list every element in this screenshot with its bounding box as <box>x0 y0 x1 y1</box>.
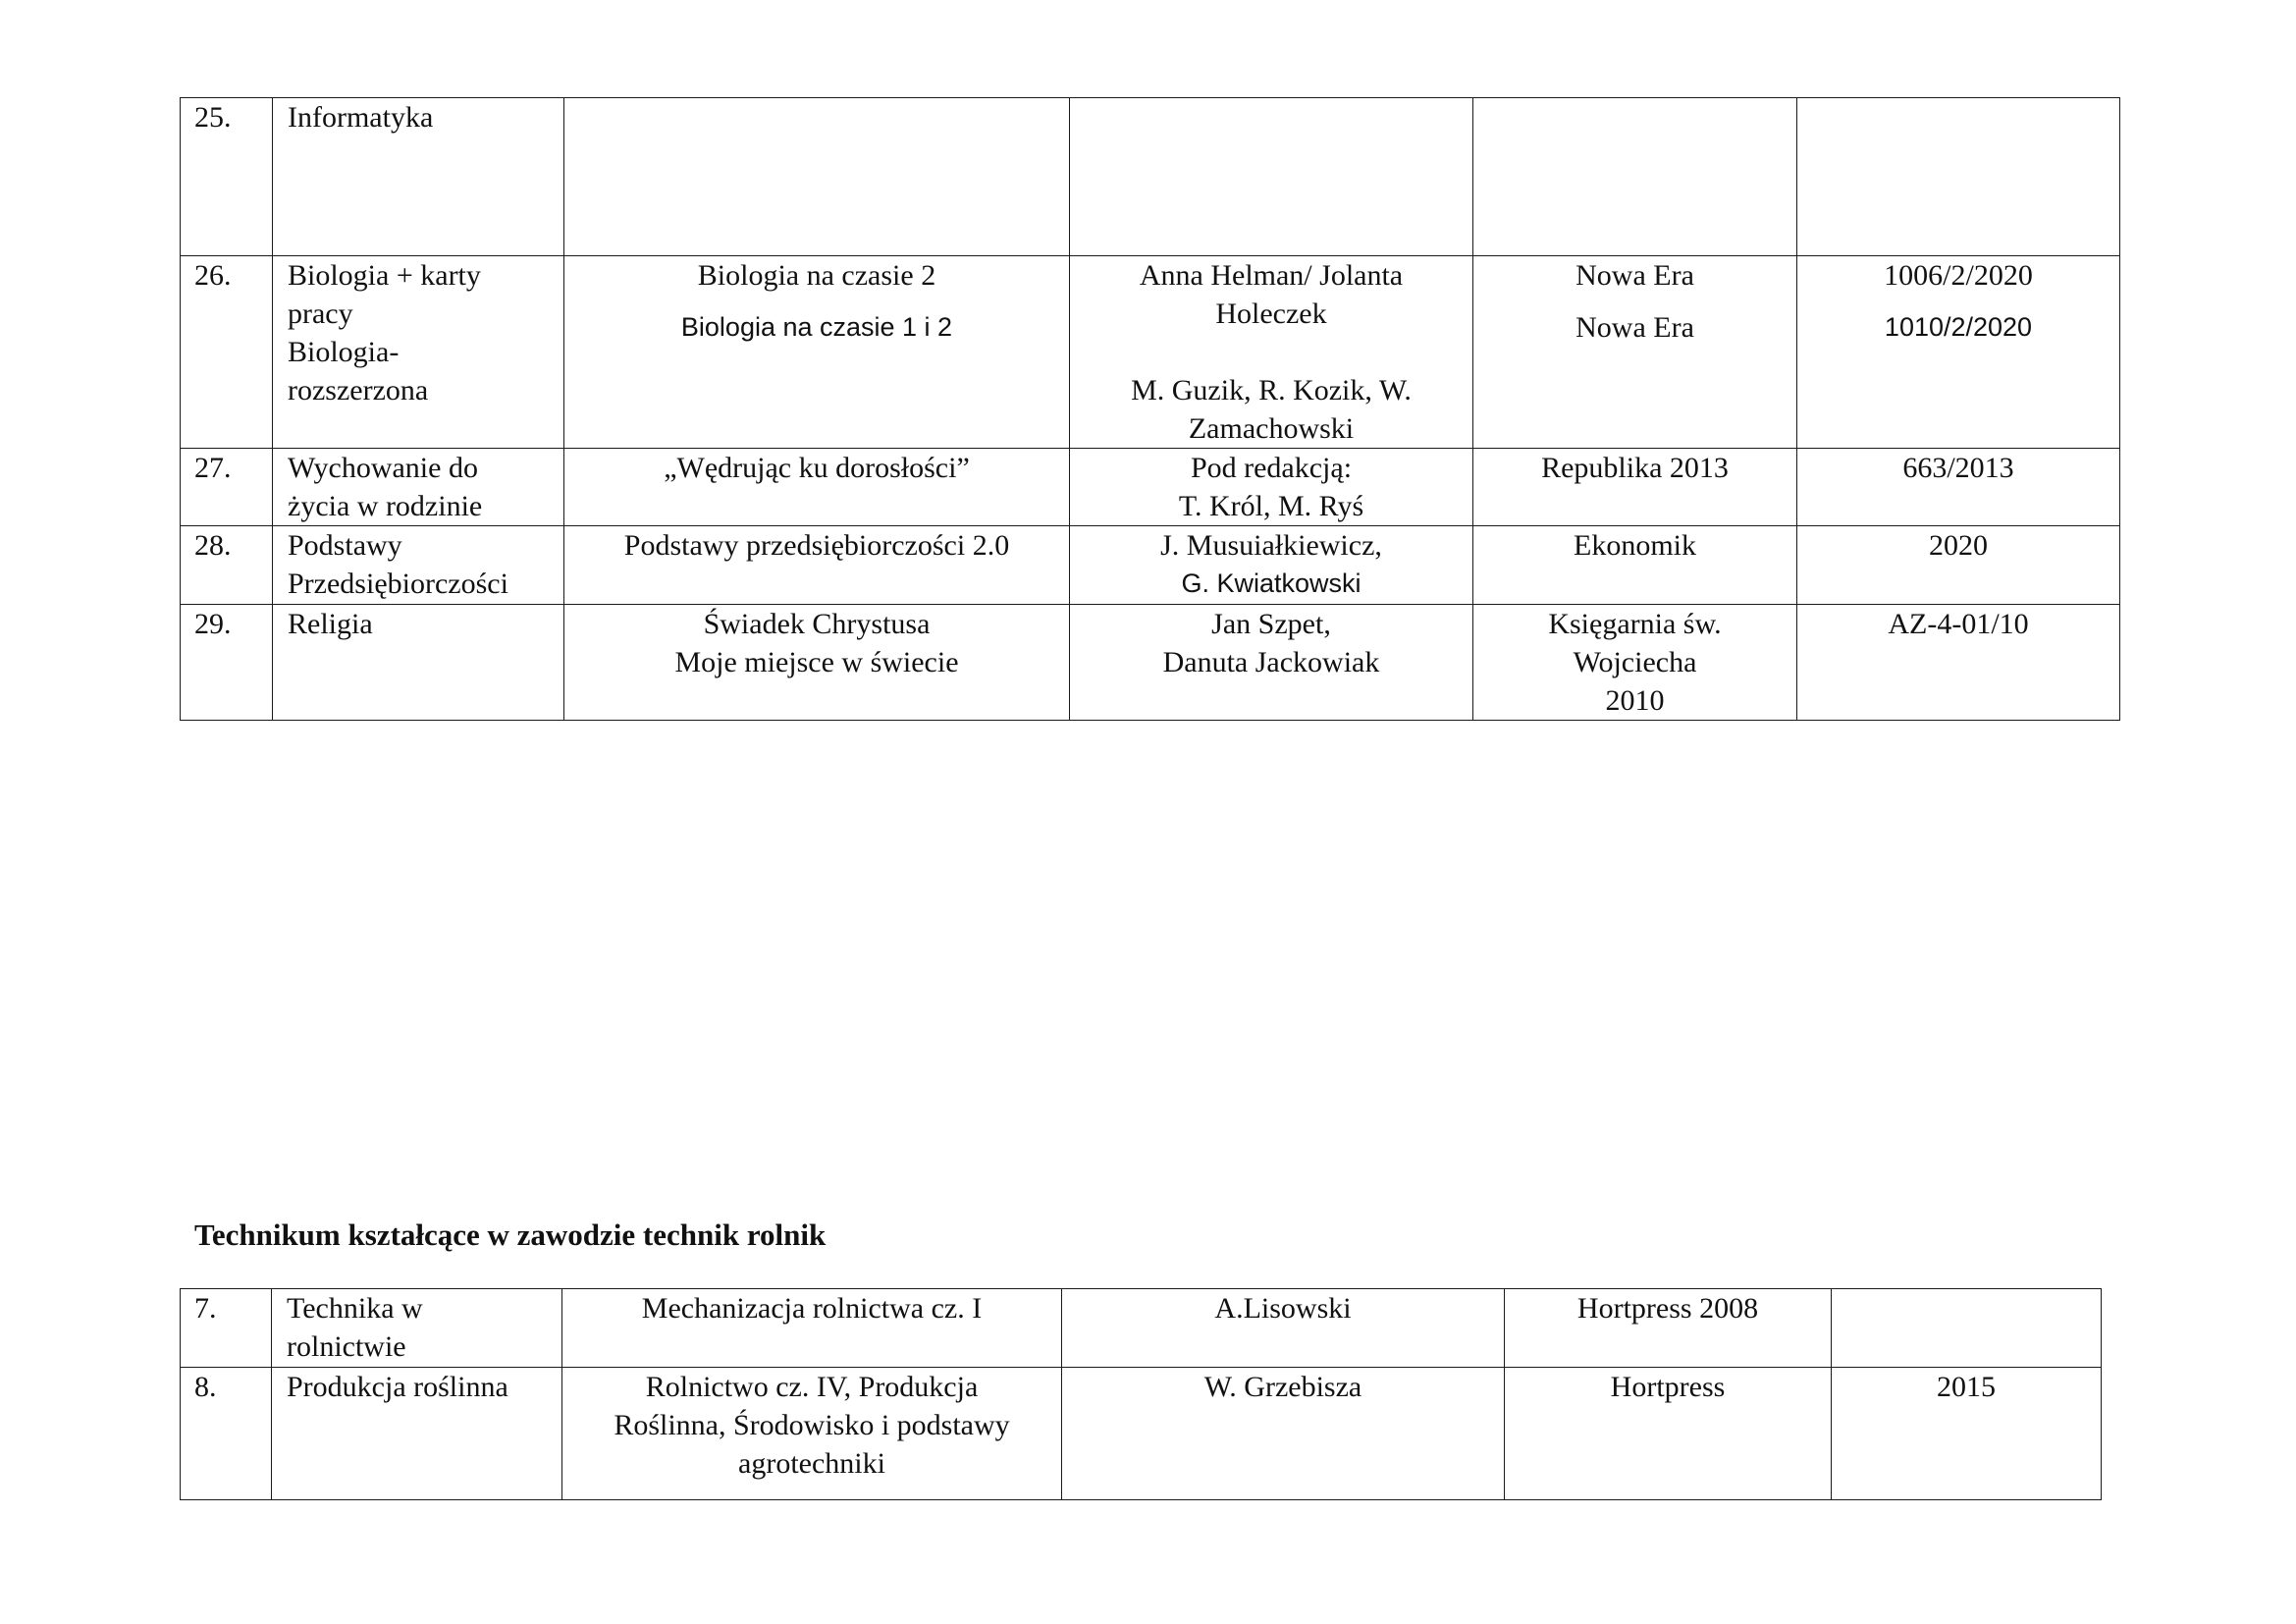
publisher-cell <box>1473 256 1797 449</box>
authors-line <box>1070 333 1472 371</box>
title-line: Roślinna, Środowisko i podstawy <box>614 1409 1010 1441</box>
publisher-line: Republika 2013 <box>1541 452 1729 484</box>
approval-number-line: 2015 <box>1937 1371 1996 1403</box>
publisher-cell <box>1473 526 1797 605</box>
authors-line: Jan Szpet, <box>1211 608 1331 640</box>
title-line: Biologia na czasie 1 i 2 <box>680 312 953 342</box>
title-cell <box>564 605 1070 721</box>
subject-line: Produkcja roślinna <box>287 1371 508 1403</box>
authors-cell <box>1062 1289 1505 1368</box>
subject-cell <box>272 1368 562 1500</box>
publisher-cell <box>1473 605 1797 721</box>
title-cell <box>562 1368 1062 1500</box>
approval-number-line: AZ-4-01/10 <box>1888 608 2029 640</box>
approval-number-line: 1010/2/2020 <box>1884 312 2033 342</box>
title-line: agrotechniki <box>738 1447 885 1480</box>
row-number: 27. <box>181 449 273 526</box>
row-number: 7. <box>181 1289 272 1368</box>
row-number: 26. <box>181 256 273 449</box>
title-cell <box>564 256 1070 449</box>
publisher-line: Hortpress 2008 <box>1576 1292 1759 1325</box>
approval-number-cell <box>1797 605 2120 721</box>
table-row <box>181 526 2120 605</box>
publisher-line: Ekonomik <box>1574 529 1696 562</box>
subject-line: Podstawy <box>288 529 402 562</box>
publisher-line: 2010 <box>1605 684 1665 717</box>
publisher-cell <box>1505 1289 1832 1368</box>
title-line: Mechanizacja rolnictwa cz. I <box>641 1292 983 1325</box>
authors-line: Danuta Jackowiak <box>1162 646 1380 678</box>
publisher-line: Księgarnia św. <box>1548 608 1722 640</box>
authors-line: Anna Helman/ Jolanta <box>1139 259 1404 292</box>
approval-number-line: 663/2013 <box>1902 452 2014 484</box>
publisher-line: Wojciecha <box>1573 646 1697 678</box>
authors-line: W. Grzebisza <box>1203 1371 1362 1403</box>
subject-line: rolnictwie <box>287 1330 406 1363</box>
approval-number-cell <box>1797 98 2120 256</box>
table-row <box>181 98 2120 256</box>
row-number: 29. <box>181 605 273 721</box>
row-number: 25. <box>181 98 273 256</box>
subject-line: Wychowanie do <box>288 452 478 484</box>
authors-line: Pod redakcją: <box>1190 452 1353 484</box>
title-line: Moje miejsce w świecie <box>674 646 959 678</box>
table-row <box>181 605 2120 721</box>
authors-line: A.Lisowski <box>1214 1292 1352 1325</box>
subject-cell <box>273 605 564 721</box>
title-line <box>564 295 1069 308</box>
subject-line: pracy <box>288 298 353 330</box>
subject-line: Informatyka <box>288 101 434 134</box>
approval-number-cell <box>1797 256 2120 449</box>
section-heading: Technikum kształcące w zawodzie technik rolnik <box>194 1218 827 1252</box>
authors-line: G. Kwiatkowski <box>1181 568 1362 598</box>
subject-line: Przedsiębiorczości <box>288 568 508 600</box>
table-row <box>181 449 2120 526</box>
title-line: Podstawy przedsiębiorczości 2.0 <box>623 529 1010 562</box>
publisher-cell <box>1473 449 1797 526</box>
publisher-cell <box>1473 98 1797 256</box>
subject-cell <box>273 526 564 605</box>
title-line: „Wędrując ku dorosłości” <box>664 452 970 484</box>
approval-number-cell <box>1797 526 2120 605</box>
textbook-table-main <box>180 97 2120 721</box>
title-cell <box>564 526 1070 605</box>
authors-cell <box>1062 1368 1505 1500</box>
row-number: 28. <box>181 526 273 605</box>
subject-line: rozszerzona <box>288 374 429 406</box>
publisher-line <box>1473 295 1796 308</box>
textbook-table-rolnik <box>180 1288 2102 1500</box>
publisher-cell <box>1505 1368 1832 1500</box>
title-cell <box>564 98 1070 256</box>
title-line: Świadek Chrystusa <box>703 608 931 640</box>
subject-cell <box>273 449 564 526</box>
subject-line: życia w rodzinie <box>288 490 483 522</box>
table-row <box>181 1289 2102 1368</box>
authors-line: Zamachowski <box>1188 412 1355 445</box>
subject-line: Religia <box>288 608 373 640</box>
title-line: Rolnictwo cz. IV, Produkcja <box>645 1371 979 1403</box>
approval-number-line <box>1797 295 2119 308</box>
title-cell <box>562 1289 1062 1368</box>
title-line: Biologia na czasie 2 <box>697 259 936 292</box>
authors-cell <box>1070 526 1473 605</box>
subject-line: Biologia + karty <box>288 259 481 292</box>
subject-line: Technika w <box>287 1292 423 1325</box>
approval-number-cell <box>1832 1368 2102 1500</box>
authors-cell <box>1070 449 1473 526</box>
approval-number-line: 2020 <box>1929 529 1988 562</box>
authors-line: M. Guzik, R. Kozik, W. <box>1131 374 1412 406</box>
authors-cell <box>1070 605 1473 721</box>
authors-line: Holeczek <box>1215 298 1327 330</box>
table-row <box>181 1368 2102 1500</box>
publisher-line: Nowa Era <box>1575 259 1694 292</box>
authors-line: J. Musuiałkiewicz, <box>1160 529 1382 562</box>
title-cell <box>564 449 1070 526</box>
authors-line: T. Król, M. Ryś <box>1178 490 1364 522</box>
approval-number-cell <box>1797 449 2120 526</box>
subject-cell <box>273 98 564 256</box>
authors-cell <box>1070 98 1473 256</box>
publisher-line: Nowa Era <box>1575 311 1694 344</box>
approval-number-cell <box>1832 1289 2102 1368</box>
approval-number-line: 1006/2/2020 <box>1884 259 2033 292</box>
authors-cell <box>1070 256 1473 449</box>
subject-cell <box>272 1289 562 1368</box>
subject-cell <box>273 256 564 449</box>
table-row <box>181 256 2120 449</box>
subject-line: Biologia- <box>288 336 400 368</box>
row-number: 8. <box>181 1368 272 1500</box>
publisher-line: Hortpress <box>1610 1371 1726 1403</box>
